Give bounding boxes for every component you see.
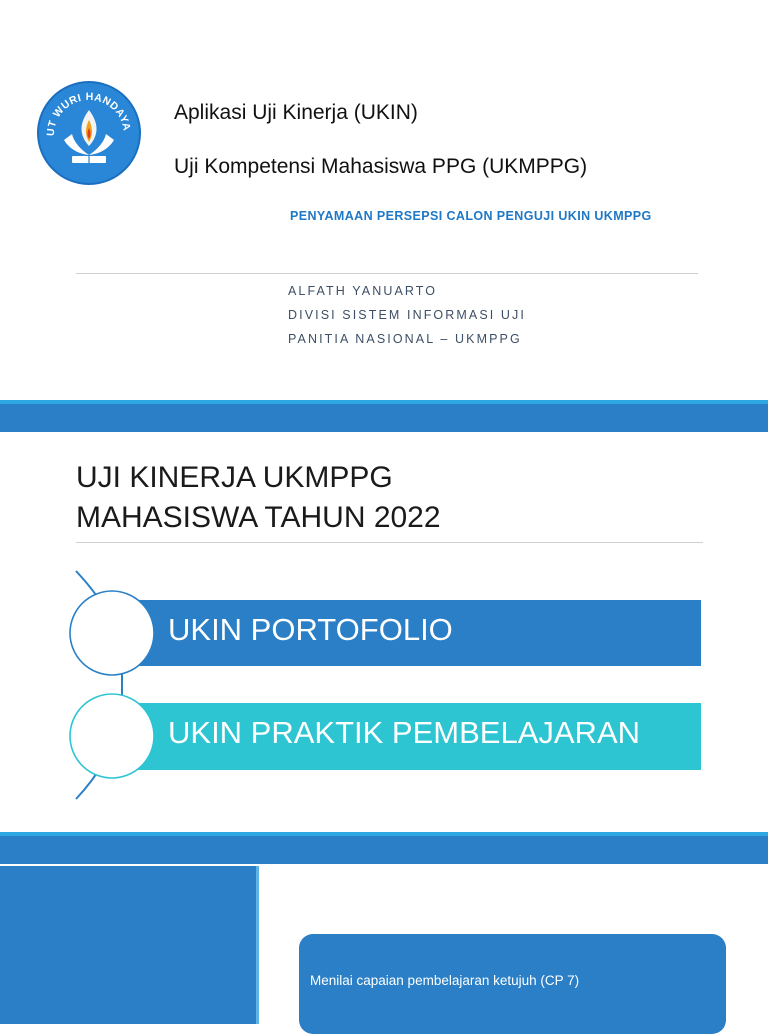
author-name: ALFATH YANUARTO — [288, 284, 438, 298]
tut-wuri-handayani-logo-icon — [36, 80, 142, 186]
timeline-connector — [60, 565, 170, 805]
item-label-portfolio: UKIN PORTOFOLIO — [168, 612, 453, 647]
slide-separator — [0, 404, 768, 432]
item-label-praktik: UKIN PRAKTIK PEMBELAJARAN — [168, 715, 641, 750]
sidebar-edge — [256, 866, 259, 1024]
slide-title-line-1: UJI KINERJA UKMPPG — [76, 461, 393, 494]
timeline-node-2 — [70, 694, 154, 778]
timeline-node-1 — [70, 591, 154, 675]
app-subtitle: Uji Kompetensi Mahasiswa PPG (UKMPPG) — [174, 155, 588, 178]
author-panel: PANITIA NASIONAL – UKMPPG — [288, 332, 522, 346]
app-title: Aplikasi Uji Kinerja (UKIN) — [174, 101, 418, 124]
author-division: DIVISI SISTEM INFORMASI UJI — [288, 308, 526, 322]
info-card-text: Menilai capaian pembelajaran ketujuh (CP 7) — [310, 973, 580, 988]
slide-separator — [0, 836, 768, 864]
svg-text:TUT WURI HANDAYANI: UT WURI HANDAYA — [44, 90, 133, 137]
divider — [76, 273, 698, 274]
divider — [76, 542, 703, 543]
slide-sidebar-panel — [0, 866, 256, 1024]
slide-title-line-2: MAHASISWA TAHUN 2022 — [76, 501, 441, 534]
banner-heading: PENYAMAAN PERSEPSI CALON PENGUJI UKIN UKMPPG — [290, 209, 652, 223]
